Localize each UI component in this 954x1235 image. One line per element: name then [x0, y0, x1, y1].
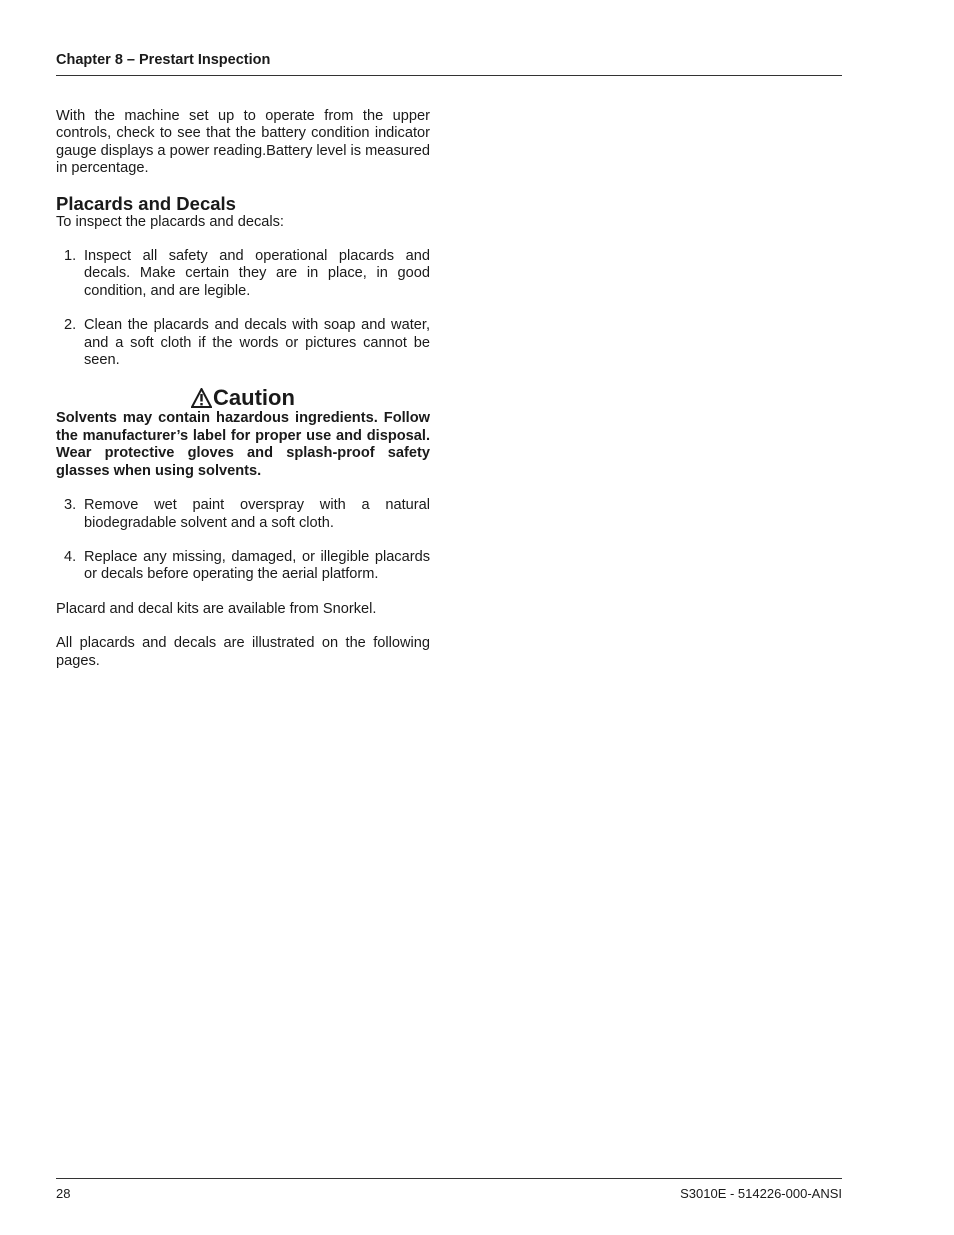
list-item [56, 497, 430, 532]
step-text: Inspect all safety and operational placards and decals. Make certain they are in place, in good condition, and are legible. [84, 248, 430, 299]
step-number: 4. [64, 548, 77, 565]
step-number: 2. [64, 317, 77, 334]
step-text: Clean the placards and decals with soap and water, and a soft cloth if the words or pictures cannot be seen. [84, 317, 430, 369]
steps-list-a [56, 248, 430, 369]
header-rule [56, 75, 842, 76]
step-text: Replace any missing, damaged, or illegible placards or decals before operating the aerial platform. [84, 548, 430, 583]
section-heading: Placards and Decals [56, 192, 236, 214]
list-item [56, 317, 430, 369]
step-number: 1. [64, 248, 77, 265]
list-item [56, 248, 430, 300]
document-id: S3010E - 514226-000-ANSI [680, 1186, 842, 1201]
step-number: 3. [64, 497, 77, 514]
illustrated-note: All placards and decals are illustrated on the following pages. [56, 635, 430, 669]
caution-heading [56, 386, 430, 410]
step-text: Remove wet paint overspray with a natural biodegradable solvent and a soft cloth. [84, 497, 430, 531]
caution-text: Solvents may contain hazardous ingredients. Follow the manufacturer’s label for proper use and disposal. Wear protective gloves and splash-proof safety glasses when using solvents. [56, 410, 430, 479]
footer-rule [56, 1178, 842, 1179]
chapter-title: Chapter 8 – Prestart Inspection [56, 52, 271, 68]
intro-paragraph: With the machine set up to operate from the upper controls, check to see that the battery condition indicator gauge displays a power reading.Battery level is measured in percentage. [56, 108, 430, 177]
caution-label: Caution [213, 385, 295, 411]
page-number: 28 [56, 1186, 71, 1201]
warning-triangle-icon [191, 388, 212, 408]
kits-note: Placard and decal kits are available from Snorkel. [56, 600, 377, 617]
steps-list-b [56, 497, 430, 584]
list-item [56, 549, 430, 584]
section-lead: To inspect the placards and decals: [56, 213, 284, 230]
main-column [56, 108, 430, 687]
